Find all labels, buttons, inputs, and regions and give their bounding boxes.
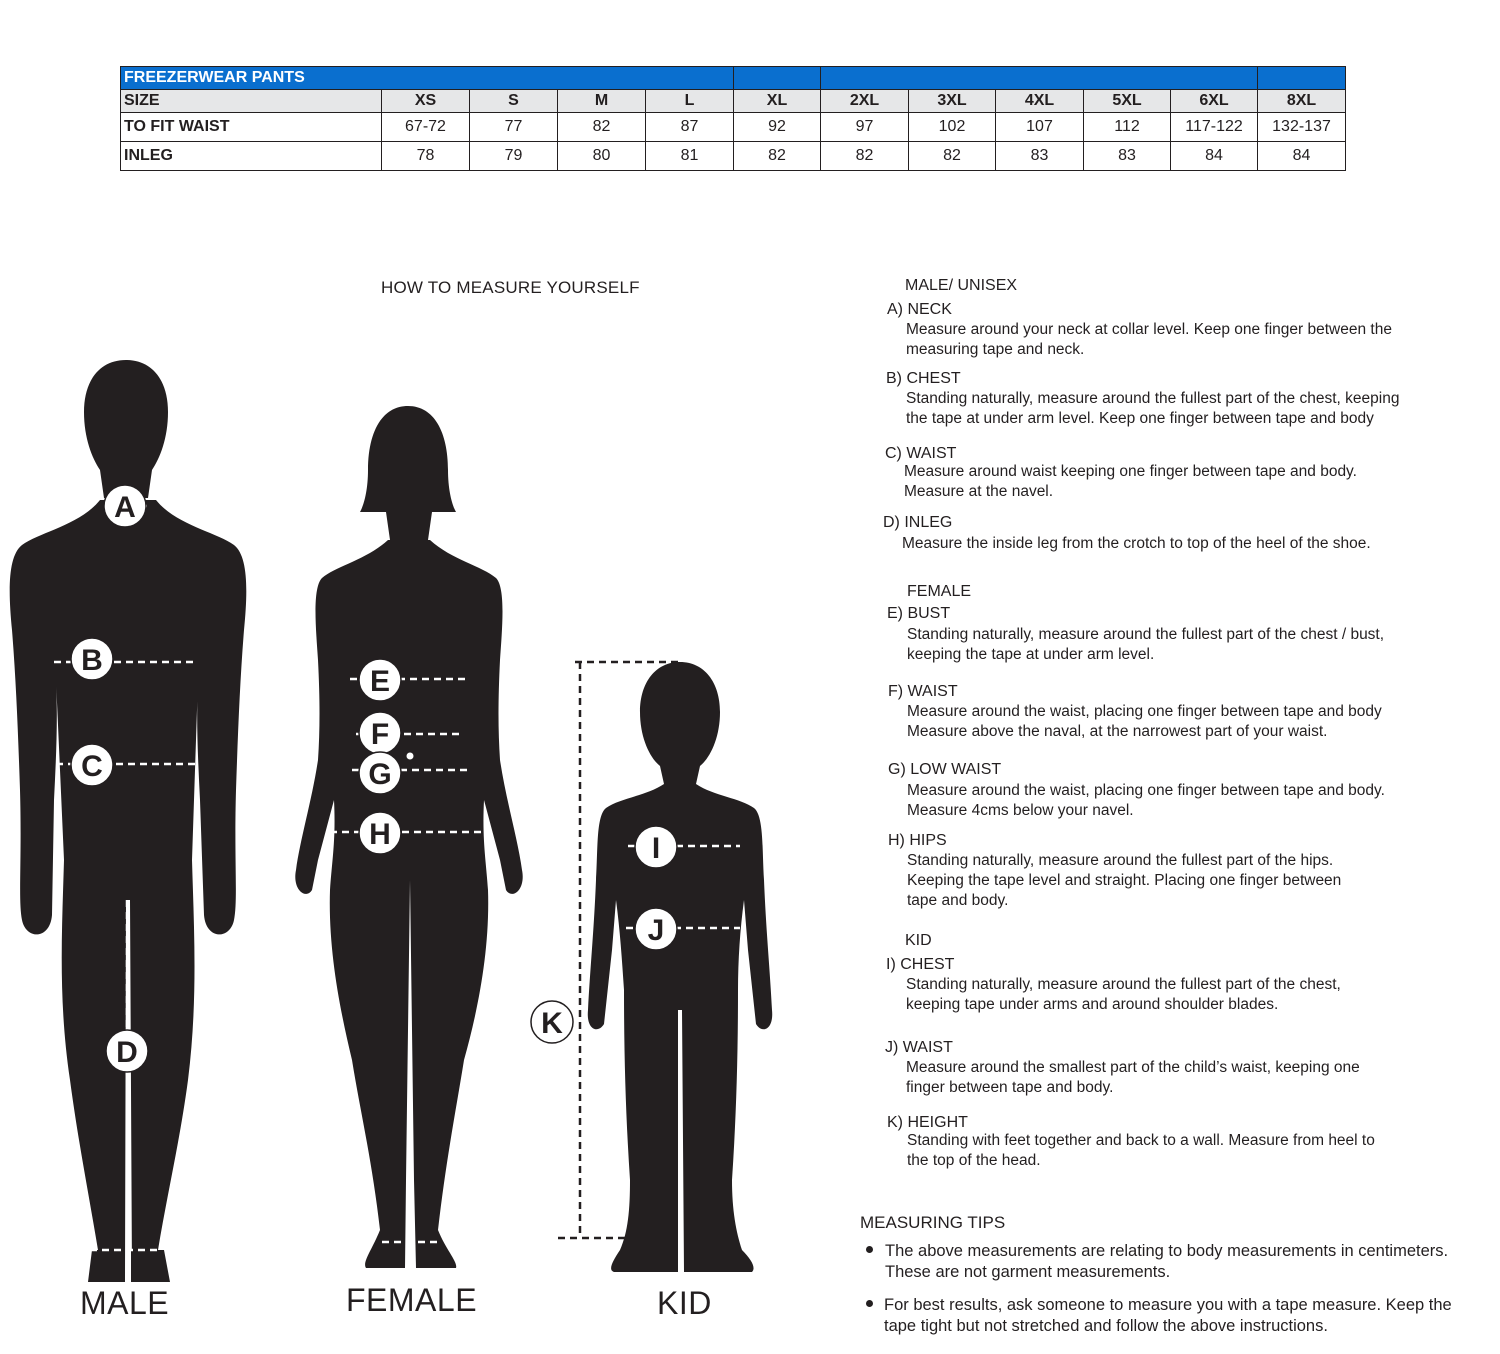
size-header-cell: 6XL [1171, 90, 1258, 113]
svg-text:F: F [370, 718, 390, 751]
table-title: FREEZERWEAR PANTS [121, 67, 734, 90]
marker-f [359, 712, 401, 754]
body-line: finger between tape and body. [906, 1079, 1114, 1096]
guide-title: HOW TO MEASURE YOURSELF [381, 278, 640, 297]
marker-e [359, 659, 401, 701]
tip-line: These are not garment measurements. [885, 1263, 1171, 1281]
body-line: Standing with feet together and back to a wall. Measure from heel to [907, 1132, 1375, 1149]
size-header-cell: 5XL [1084, 90, 1171, 113]
female-label: FEMALE [346, 1282, 478, 1318]
body-line: Measure 4cms below your navel. [907, 802, 1134, 819]
item-title-kid-chest: I) CHEST [886, 956, 955, 973]
table-cell: 80 [558, 142, 646, 171]
size-header-cell: 2XL [821, 90, 909, 113]
table-cell: 84 [1171, 142, 1258, 171]
table-cell: 82 [909, 142, 996, 171]
item-title-bust: E) BUST [887, 605, 951, 622]
svg-text:I: I [651, 832, 661, 865]
marker-d [106, 1030, 148, 1072]
table-cell: 67-72 [382, 113, 470, 142]
tip-1 [885, 1241, 1448, 1283]
size-label: SIZE [121, 90, 382, 113]
marker-h [359, 812, 401, 854]
body-line: Standing naturally, measure around the fullest part of the chest, [906, 976, 1341, 993]
svg-text:K: K [541, 1007, 563, 1040]
body-line: keeping the tape at under arm level. [907, 646, 1155, 663]
item-body-hips [907, 851, 1341, 911]
item-title-hips: H) HIPS [888, 832, 947, 849]
body-line: tape and body. [907, 892, 1009, 909]
marker-b [71, 638, 113, 680]
svg-text:C: C [81, 750, 103, 783]
marker-a [104, 485, 146, 527]
body-line: Measure around the waist, placing one finger between tape and body [907, 703, 1382, 720]
bullet-icon [866, 1300, 873, 1307]
item-body-kid-waist [906, 1058, 1360, 1098]
table-cell: 78 [382, 142, 470, 171]
female-silhouette [295, 406, 522, 1268]
size-header-cell: XL [734, 90, 821, 113]
svg-text:J: J [647, 914, 665, 947]
table-cell: 107 [996, 113, 1084, 142]
item-title-chest: B) CHEST [886, 370, 961, 387]
table-cell: 82 [734, 142, 821, 171]
table-cell: 79 [470, 142, 558, 171]
table-cell: 97 [821, 113, 909, 142]
body-line: Standing naturally, measure around the fullest part of the chest / bust, [907, 626, 1385, 643]
marker-i [635, 826, 677, 868]
size-header-cell: S [470, 90, 558, 113]
item-body-waist [904, 462, 1357, 502]
svg-text:B: B [81, 644, 103, 677]
item-title-female-waist: F) WAIST [888, 683, 958, 700]
table-cell: 132-137 [1258, 113, 1346, 142]
kid-silhouette [588, 662, 772, 1272]
tip-line: The above measurements are relating to body measurements in centimeters. [885, 1242, 1449, 1260]
body-line: Standing naturally, measure around the fullest part of the chest, keeping [906, 390, 1400, 407]
marker-c [71, 744, 113, 786]
item-body-female-waist [907, 702, 1382, 742]
body-line: Measure above the naval, at the narrowest part of your waist. [907, 723, 1328, 740]
item-body-inleg [902, 534, 1371, 554]
svg-text:G: G [368, 758, 392, 791]
body-line: Standing naturally, measure around the fullest part of the hips. [907, 852, 1334, 869]
kid-label: KID [657, 1285, 712, 1321]
size-header-cell: L [646, 90, 734, 113]
svg-text:E: E [369, 665, 391, 698]
item-title-inleg: D) INLEG [883, 514, 953, 531]
tip-2 [884, 1295, 1452, 1337]
marker-j [635, 908, 677, 950]
table-cell: 84 [1258, 142, 1346, 171]
table-cell: 117-122 [1171, 113, 1258, 142]
section-heading-female: FEMALE [907, 583, 972, 600]
size-header-cell: M [558, 90, 646, 113]
tip-line: For best results, ask someone to measure you with a tape measure. Keep the [884, 1296, 1452, 1314]
svg-text:A: A [114, 491, 136, 524]
size-header-cell: 8XL [1258, 90, 1346, 113]
table-title-spacer [1258, 67, 1346, 90]
item-body-neck [906, 320, 1392, 360]
table-cell: 112 [1084, 113, 1171, 142]
table-cell: 102 [909, 113, 996, 142]
table-cell: 81 [646, 142, 734, 171]
body-line: measuring tape and neck. [906, 341, 1085, 358]
section-heading-male: MALE/ UNISEX [905, 277, 1018, 294]
size-header-cell: 4XL [996, 90, 1084, 113]
navel-dot [407, 753, 414, 760]
table-cell: 77 [470, 113, 558, 142]
table-cell: 87 [646, 113, 734, 142]
size-header-cell: XS [382, 90, 470, 113]
marker-g [359, 752, 401, 794]
svg-text:H: H [369, 818, 391, 851]
item-body-bust [907, 625, 1384, 665]
item-body-low-waist [907, 781, 1385, 821]
body-line: Measure around the waist, placing one finger between tape and body. [907, 782, 1385, 799]
item-title-kid-waist: J) WAIST [885, 1039, 953, 1056]
table-cell: 82 [821, 142, 909, 171]
row-label: TO FIT WAIST [121, 113, 382, 142]
male-label: MALE [80, 1285, 170, 1321]
item-body-chest [906, 389, 1399, 429]
section-heading-kid: KID [905, 932, 932, 949]
table-cell: 92 [734, 113, 821, 142]
body-line: Measure the inside leg from the crotch to top of the heel of the shoe. [902, 535, 1371, 552]
bullet-icon [866, 1246, 873, 1253]
body-line: Measure around waist keeping one finger between tape and body. [904, 463, 1357, 480]
row-label: INLEG [121, 142, 382, 171]
tip-line: tape tight but not stretched and follow the above instructions. [884, 1317, 1328, 1335]
body-line: Measure around the smallest part of the child’s waist, keeping one [906, 1059, 1360, 1076]
body-line: Keeping the tape level and straight. Placing one finger between [907, 872, 1342, 889]
item-title-waist: C) WAIST [885, 445, 957, 462]
tips-heading: MEASURING TIPS [860, 1213, 1006, 1232]
marker-k [531, 1001, 573, 1043]
size-header-cell: 3XL [909, 90, 996, 113]
table-title-spacer [821, 67, 1258, 90]
item-body-height [907, 1131, 1375, 1171]
table-cell: 82 [558, 113, 646, 142]
item-title-low-waist: G) LOW WAIST [888, 761, 1002, 778]
item-title-neck: A) NECK [887, 301, 952, 318]
svg-text:D: D [116, 1036, 138, 1069]
item-title-height: K) HEIGHT [887, 1114, 968, 1131]
body-line: the tape at under arm level. Keep one finger between tape and body [906, 410, 1374, 427]
body-line: keeping tape under arms and around shoulder blades. [906, 996, 1279, 1013]
item-body-kid-chest [906, 975, 1341, 1015]
body-line: the top of the head. [907, 1152, 1041, 1169]
body-line: Measure at the navel. [904, 483, 1054, 500]
table-cell: 83 [1084, 142, 1171, 171]
body-line: Measure around your neck at collar level. Keep one finger between the [906, 321, 1392, 338]
table-cell: 83 [996, 142, 1084, 171]
